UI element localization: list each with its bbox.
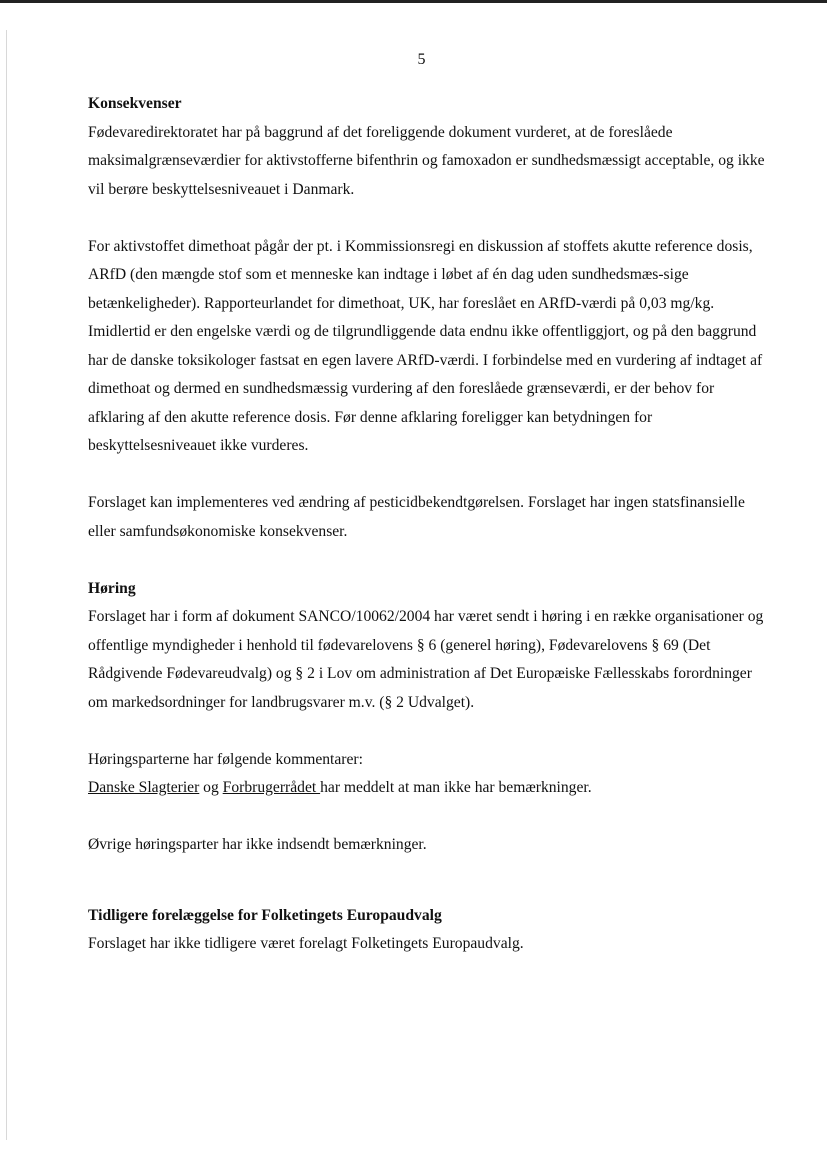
section-heading-horing: Høring: [88, 579, 136, 597]
konsekvenser-paragraph-2: For aktivstoffet dimethoat pågår der pt. i Kommissionsregi en diskussion af stoffets akutte reference dosis, ARfD (den mængde stof som et menneske kan indtage i løbet af én dag uden sundhedsmæs-sige betænkeligheder). Rapporteurlandet for dimethoat, UK, har foreslået en ARfD-værdi på 0,03 mg/kg. Imidlertid er den engelske værdi og de tilgrundliggende data endnu ikke offentliggjort, og på den baggrund har de danske toksikologer fastsat en egen lavere ARfD-værdi. I forbindelse med en vurdering af indtaget af dimethoat og dermed en sundhedsmæssig vurdering af den foreslåede grænseværdi, er der behov for afklaring af den akutte reference dosis. Før denne afklaring foreligger kan betydningen for beskyttelsesniveauet ikke vurderes.: [88, 237, 763, 454]
horing-others: Øvrige høringsparter har ikke indsendt bemærkninger.: [88, 836, 427, 853]
document-body: [88, 90, 768, 959]
konsekvenser-paragraph-1: Fødevaredirektoratet har på baggrund af det foreliggende dokument vurderet, at de foreslåede maksimalgrænseværdier for aktivstofferne bifenthrin og famoxadon er sundhedsmæssigt acceptable, og ikke vil berøre beskyttelsesniveauet i Danmark.: [88, 123, 765, 198]
party-remark: har meddelt at man ikke har bemærkninger.: [320, 779, 592, 796]
konsekvenser-paragraph-3: Forslaget kan implementeres ved ændring af pesticidbekendtgørelsen. Forslaget har ingen statsfinansielle eller samfundsøkonomiske konsekvenser.: [88, 494, 745, 540]
horing-party-remark-line: [88, 774, 768, 803]
left-scan-edge: [6, 30, 7, 1140]
party-danske-slagterier: Danske Slagterier: [88, 779, 200, 796]
horing-comments-intro: Høringsparterne har følgende kommentarer:: [88, 750, 363, 768]
party-forbrugerraadet: Forbrugerrådet: [222, 779, 321, 796]
tidligere-paragraph-1: Forslaget har ikke tidligere været forelagt Folketingets Europaudvalg.: [88, 935, 524, 952]
page-number: 5: [417, 51, 426, 68]
section-heading-konsekvenser: Konsekvenser: [88, 95, 182, 112]
top-edge-rule: [0, 0, 827, 3]
section-heading-tidligere: Tidligere forelæggelse for Folketingets Europaudvalg: [88, 906, 442, 924]
horing-paragraph-1: Forslaget har i form af dokument SANCO/10062/2004 har været sendt i høring i en række organisationer og offentlige myndigheder i henhold til fødevarelovens § 6 (generel høring), Fødevarelovens § 69 (Det Rådgivende Fødevareudvalg) og § 2 i Lov om administration af Det Europæiske Fællesskabs forordninger om markedsordninger for landbrugsvarer m.v. (§ 2 Udvalget).: [88, 608, 764, 711]
party-connector: og: [199, 779, 223, 796]
